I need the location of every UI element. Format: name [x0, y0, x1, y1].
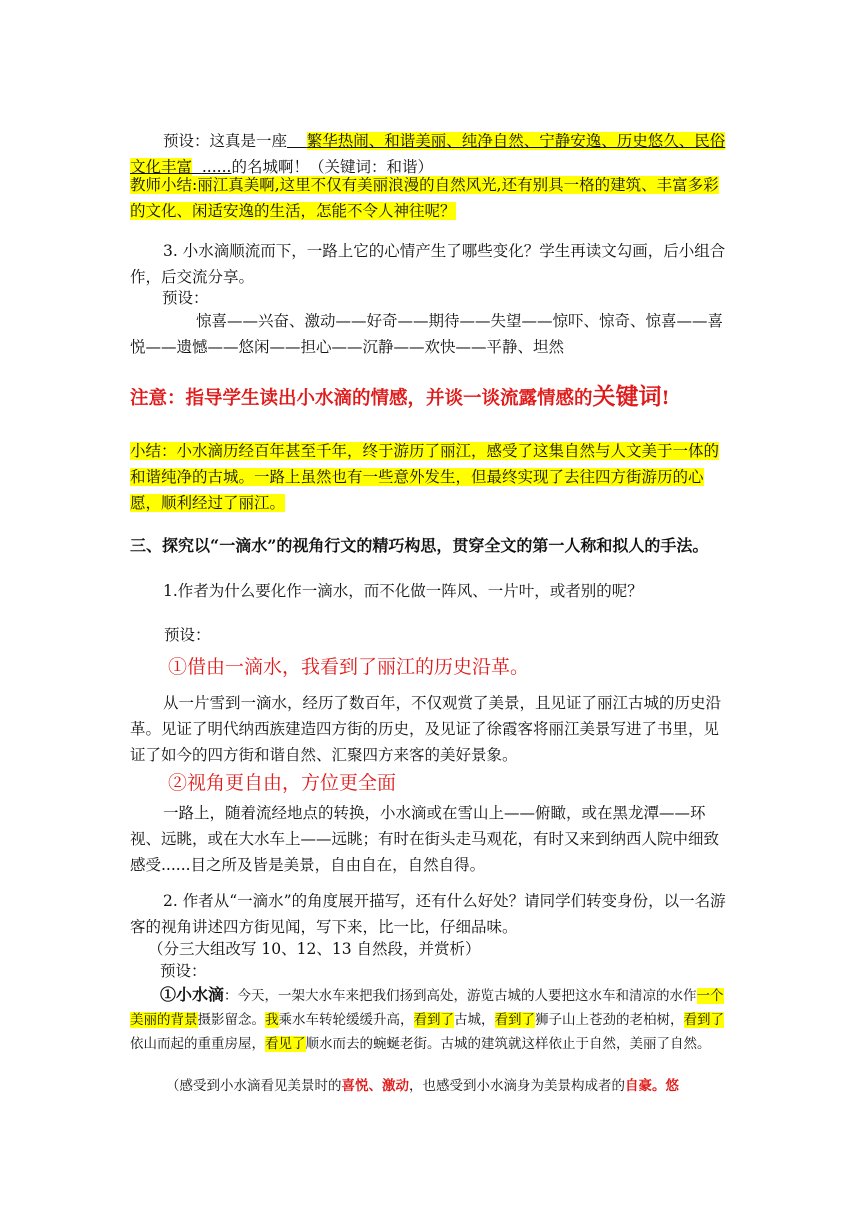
preset-prefix: 预设：这真是一座	[163, 132, 288, 150]
teaching-notice: 注意：指导学生读出小水滴的情感，并谈一谈流露情感的关键词!	[130, 383, 670, 410]
teacher-summary: 教师小结:丽江真美啊,这里不仅有美丽浪漫的自然风光,还有别具一格的建筑、丰富多彩的文化、闲适安逸的生活，怎能不令人神往呢？	[130, 176, 719, 220]
section-3-question-2: 2. 作者从“一滴水”的角度展开描写，还有什么好处？请同学们转变身份，以一名游客的视角讲述四方街见闻，写下来，比一比，仔细品味。	[130, 892, 726, 936]
example-analysis: （感受到小水滴看见美景时的喜悦、激动，也感受到小水滴身为美景构成者的自豪。悠	[166, 1078, 679, 1094]
question-2-note: （分三大组改写 10、12、13 自然段，并赏析）	[148, 940, 481, 958]
preset-ellipsis: ......	[201, 158, 232, 176]
summary-paragraph: 小结：小水滴历经百年甚至千年，终于游历了丽江，感受了这集自然与人文美于一体的和谐纯净的古城。一路上虽然也有一些意外发生，但最终实现了去往四方街游历的心愿，顺利经过了丽江。	[130, 442, 720, 512]
preset-suffix: 的名城啊！（关键词：和谐）	[231, 158, 433, 176]
point-1-paragraph: 从一片雪到一滴水，经历了数百年，不仅观赏了美景，且见证了丽江古城的历史沿革。见证了明代纳西族建造四方街的历史，及见证了徐霞客将丽江美景写进了书里，见证了如今的四方街和谐自然、汇聚四方来客的美好景象。	[130, 694, 722, 764]
section-3-preset-label: 预设：	[164, 626, 211, 644]
section-3-preset-label-2: 预设：	[160, 962, 207, 980]
example-rewrite: ①小水滴：今天，一架大水车来把我们扬到高处，游览古城的人要把这水车和清凉的水作一个美丽的背景摄影留念。我乘水车转轮缓缓升高，看到了古城，看到了狮子山上苍劲的老柏树，看到了依山而起的重重房屋，看见了顺水而去的蜿蜒老街。古城的建筑就这样依止于自然，美丽了自然。	[130, 985, 724, 1052]
emotion-chain: 惊喜——兴奋、激动——好奇——期待——失望——惊吓、惊奇、惊喜——喜悦——遗憾——悠闲——担心——沉静——欢快——平静、坦然	[130, 312, 724, 356]
point-2-paragraph: 一路上，随着流经地点的转换，小水滴或在雪山上——俯瞰，或在黑龙潭——环视、远眺，或在大水车上——远眺；有时在街头走马观花，有时又来到纳西人院中细致感受......目之所及皆是美景，自由自在，自然自得。	[130, 804, 720, 874]
section-3-title: 三、探究以“一滴水”的视角行文的精巧构思，贯穿全文的第一人称和拟人的手法。	[130, 536, 709, 555]
example-heading: ①小水滴	[160, 985, 225, 1004]
point-2-perspective: ②视角更自由，方位更全面	[168, 772, 397, 794]
question-3: 3. 小水滴顺流而下，一路上它的心情产生了哪些变化？学生再读文勾画，后小组合作，后交流分享。	[130, 242, 726, 286]
point-1-history: ①借由一滴水，我看到了丽江的历史沿革。	[168, 656, 530, 678]
preset-keywords-highlight: 繁华热闹、和谐美丽、纯净自然、宁静安逸、历史悠久、民俗文化丰富	[130, 132, 726, 176]
preset-label: 预设：	[162, 289, 209, 307]
section-3-question-1: 1.作者为什么要化作一滴水，而不化做一阵风、一片叶，或者别的呢？	[163, 582, 643, 600]
